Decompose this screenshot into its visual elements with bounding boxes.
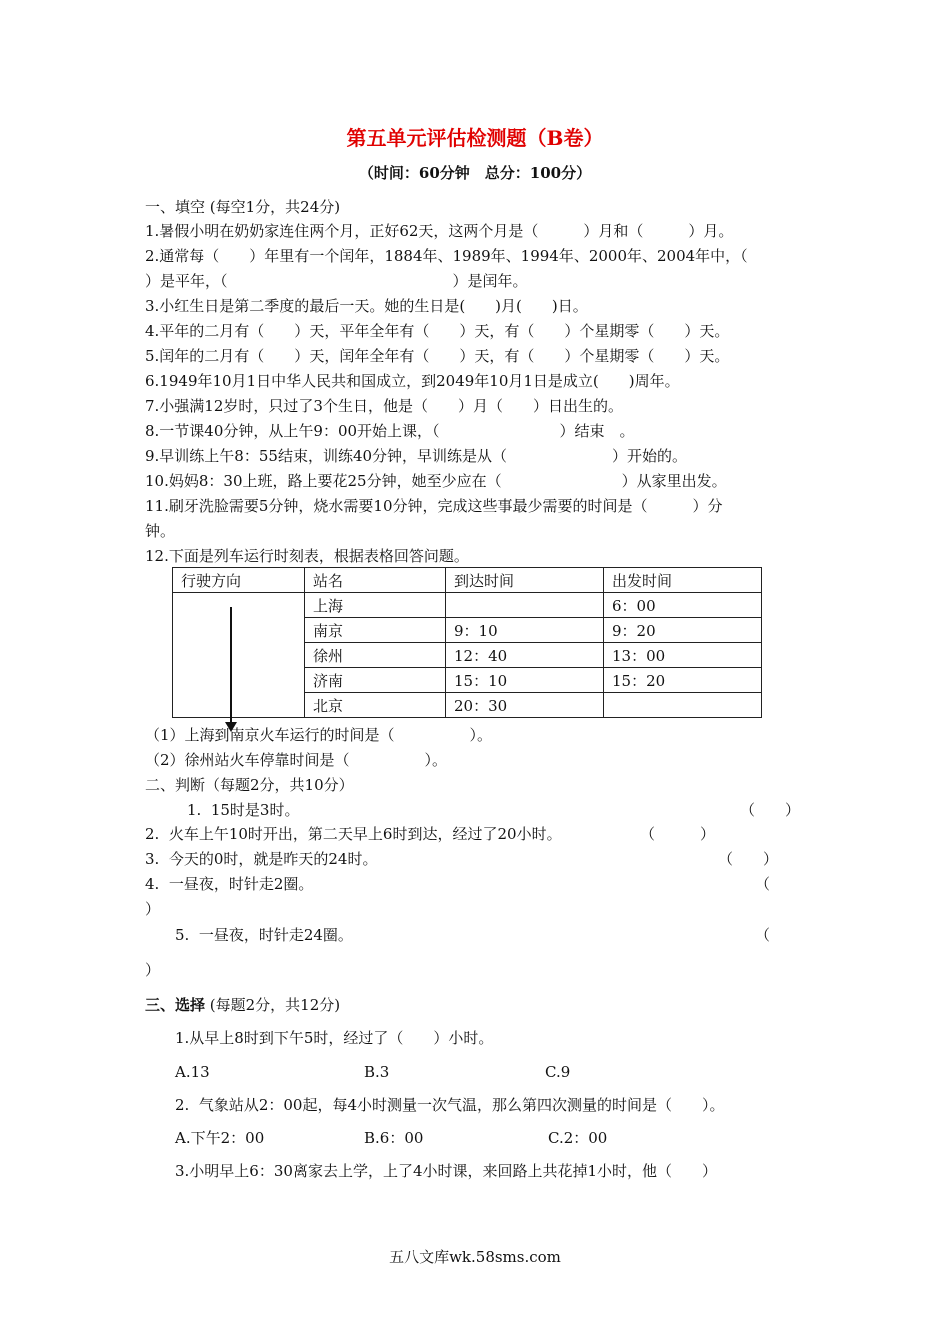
judge-question-1: 1. 15时是3时。: [187, 801, 300, 819]
judge-answer-paren: （ ）: [640, 825, 716, 843]
judge-answer-paren: （ ）: [718, 850, 779, 868]
section3-header: [145, 995, 340, 1015]
depart-cell: 9：20: [604, 618, 762, 643]
table-row: [173, 593, 762, 618]
station-cell: 上海: [305, 593, 446, 618]
judge-answer-close: ）: [145, 961, 161, 979]
page-title: 第五单元评估检测题（B卷）: [346, 126, 604, 150]
arrive-cell: 9：10: [446, 618, 604, 643]
table-header-cell: 出发时间: [604, 568, 762, 593]
arrive-cell: 12：40: [446, 643, 604, 668]
station-cell: 济南: [305, 668, 446, 693]
depart-cell: 13：00: [604, 643, 762, 668]
depart-cell: 6：00: [604, 593, 762, 618]
q12-part-2: （2）徐州站火车停靠时间是（ ）。: [145, 751, 448, 769]
station-cell: 徐州: [305, 643, 446, 668]
choice-option-b: B.3: [364, 1063, 390, 1081]
fill-question-9: 9.早训练上午8：55结束，训练40分钟，早训练是从（ ）开始的。: [145, 447, 688, 465]
choice-option-c: C.9: [545, 1063, 571, 1081]
table-header-cell: 到达时间: [446, 568, 604, 593]
fill-question-5: 5.闰年的二月有（ ）天，闰年全年有（ ）天，有（ ）个星期零（ ）天。: [145, 347, 730, 365]
choice-option-a: A.13: [175, 1063, 210, 1081]
judge-answer-paren: （: [755, 926, 771, 944]
choice-question-2: 2. 气象站从2：00起，每4小时测量一次气温，那么第四次测量的时间是（ ）。: [175, 1096, 725, 1114]
fill-question-11: 11.刷牙洗脸需要5分钟，烧水需要10分钟，完成这些事最少需要的时间是（ ）分: [145, 497, 723, 515]
choice-question-1: 1.从早上8时到下午5时，经过了（ ）小时。: [175, 1029, 494, 1047]
section3-header-label: 三、选择: [145, 996, 206, 1014]
section1-header: 一、填空 (每空1分，共24分): [145, 198, 341, 216]
choice-option-b: B.6：00: [364, 1129, 424, 1147]
judge-question-4: 4. 一昼夜，时针走2圈。: [145, 875, 314, 893]
q12-part-1: （1）上海到南京火车运行的时间是（ ）。: [145, 726, 493, 744]
depart-cell: 15：20: [604, 668, 762, 693]
arrive-cell: 15：10: [446, 668, 604, 693]
judge-question-5: 5. 一昼夜，时针走24圈。: [175, 926, 353, 944]
fill-question-10: 10.妈妈8：30上班，路上要花25分钟，她至少应在（ ）从家里出发。: [145, 472, 727, 490]
choice-question-3: 3.小明早上6：30离家去上学，上了4小时课，来回路上共花掉1小时，他（ ）: [175, 1162, 718, 1180]
fill-question-11-cont: 钟。: [145, 522, 176, 540]
fill-question-4: 4.平年的二月有（ ）天，平年全年有（ ）天，有（ ）个星期零（ ）天。: [145, 322, 730, 340]
judge-answer-close: ）: [145, 900, 161, 918]
fill-question-6: 6.1949年10月1日中华人民共和国成立，到2049年10月1日是成立( )周年。: [145, 372, 680, 390]
station-cell: 南京: [305, 618, 446, 643]
fill-question-1: 1.暑假小明在奶奶家连住两个月，正好62天，这两个月是（ ）月和（ ）月。: [145, 222, 734, 240]
judge-answer-paren: （ ）: [740, 801, 801, 819]
train-timetable: [172, 567, 762, 718]
table-header-cell: 行驶方向: [173, 568, 305, 593]
section3-header-points: (每题2分，共12分): [205, 996, 341, 1014]
fill-question-2-cont: ）是平年，（ ）是闰年。: [145, 272, 528, 290]
direction-cell: [173, 593, 305, 718]
choice-option-a: A.下午2：00: [175, 1129, 265, 1147]
table-header-cell: 站名: [305, 568, 446, 593]
arrive-cell: [446, 593, 604, 618]
page-subtitle: （时间：60分钟 总分：100分）: [358, 164, 592, 182]
fill-question-12: 12.下面是列车运行时刻表，根据表格回答问题。: [145, 547, 469, 565]
direction-arrow-shaft: [230, 607, 232, 725]
choice-option-c: C.2：00: [548, 1129, 608, 1147]
fill-question-7: 7.小强满12岁时，只过了3个生日，他是（ ）月（ ）日出生的。: [145, 397, 623, 415]
judge-question-2: 2. 火车上午10时开出，第二天早上6时到达，经过了20小时。: [145, 825, 562, 843]
arrive-cell: 20：30: [446, 693, 604, 718]
footer-watermark: 五八文库wk.58sms.com: [389, 1248, 561, 1266]
fill-question-3: 3.小红生日是第二季度的最后一天。她的生日是( )月( )日。: [145, 297, 588, 315]
judge-question-3: 3. 今天的0时，就是昨天的24时。: [145, 850, 378, 868]
fill-question-8: 8.一节课40分钟，从上午9：00开始上课，（ ）结束 。: [145, 422, 635, 440]
depart-cell: [604, 693, 762, 718]
station-cell: 北京: [305, 693, 446, 718]
section2-header: 二、判断（每题2分，共10分）: [145, 776, 354, 794]
table-header-row: [173, 568, 762, 593]
fill-question-2: 2.通常每（ ）年里有一个闰年，1884年、1989年、1994年、2000年、2004年中，（: [145, 247, 748, 265]
judge-answer-paren: （: [755, 875, 771, 893]
